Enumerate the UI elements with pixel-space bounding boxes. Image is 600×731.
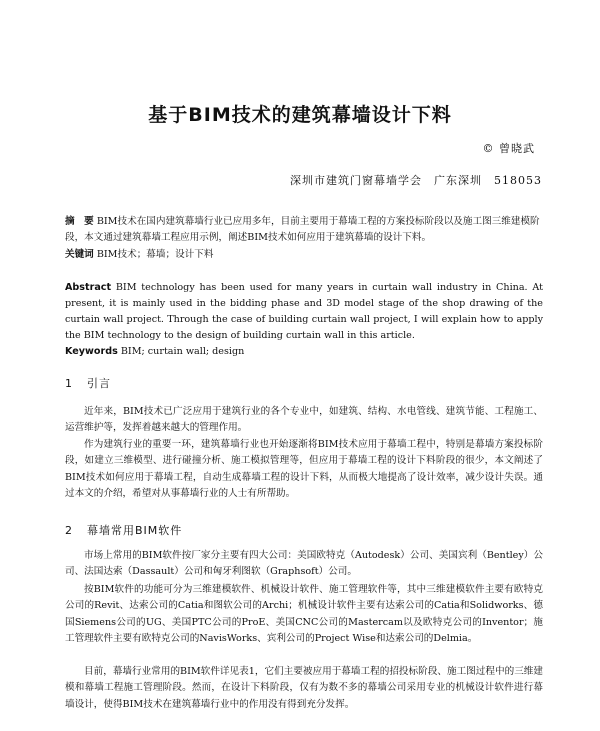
section-number: 2 bbox=[65, 524, 73, 537]
abstract-cn-text: BIM技术在国内建筑幕墙行业已应用多年，目前主要用于幕墙工程的方案投标阶段以及施工图三维建模阶段，本文通过建筑幕墙工程应用示例，阐述BIM技术如何应用于建筑幕墙的设计下料。 bbox=[65, 216, 540, 243]
keywords-en-text: BIM; curtain wall; design bbox=[120, 346, 245, 357]
keywords-en bbox=[65, 345, 543, 359]
keywords-cn-text: BIM技术；幕墙；设计下料 bbox=[96, 249, 214, 260]
section-title: 幕墙常用BIM软件 bbox=[87, 524, 183, 537]
section-heading-introduction bbox=[65, 375, 111, 391]
section-heading-bim-software bbox=[65, 522, 182, 538]
author-name: © 曾晓武 bbox=[482, 142, 535, 155]
abstract-cn bbox=[65, 214, 543, 246]
author-affiliation: 深圳市建筑门窗幕墙学会 广东深圳 518053 bbox=[290, 174, 542, 187]
keywords-en-label: Keywords bbox=[65, 346, 118, 357]
paragraph: 目前，幕墙行业常用的BIM软件详见表1，它们主要被应用于幕墙工程的招投标阶段、施工图过程中的三维建模和幕墙工程施工管理阶段。然而，在设计下料阶段，仅有为数不多的幕墙公司采用专业的机械设计软件进行幕墙设计，使得BIM技术在建筑幕墙行业中的作用没有得到充分发挥。 bbox=[65, 666, 543, 710]
paper-title: 基于BIM技术的建筑幕墙设计下料 bbox=[148, 104, 452, 126]
abstract-en-label: Abstract bbox=[65, 282, 112, 293]
paragraph: 近年来，BIM技术已广泛应用于建筑行业的各个专业中，如建筑、结构、水电管线、建筑节能、工程施工、运营维护等，发挥着越来越大的管理作用。 bbox=[65, 406, 543, 434]
keywords-cn bbox=[65, 248, 543, 262]
section-title: 引言 bbox=[87, 377, 111, 390]
section-number: 1 bbox=[65, 377, 73, 390]
abstract-en bbox=[65, 280, 543, 344]
paragraph: 作为建筑行业的重要一环，建筑幕墙行业也开始逐渐将BIM技术应用于幕墙工程中，特别是幕墙方案投标阶段，如建立三维模型、进行碰撞分析、施工模拟管理等，但应用于幕墙工程的设计下料阶段的很少，本文阐述了BIM技术如何应用于幕墙工程，自动生成幕墙工程的设计下料，从而极大地提高了设计效率，减少设计失误。通过本文的介绍，希望对从事幕墙行业的人士有所帮助。 bbox=[65, 439, 543, 500]
keywords-cn-label: 关键词 bbox=[65, 249, 94, 260]
abstract-en-text: BIM technology has been used for many years in curtain wall industry in China. At present, it is mainly used in the bidding phase and 3D model stage of the shop drawing of the curtain wall project. Through the case of building curtain wall project, I will explain how to apply the BIM technology to the design of building curtain wall in this article. bbox=[65, 282, 543, 341]
abstract-cn-label: 摘 要 bbox=[65, 216, 94, 227]
paragraph: 市场上常用的BIM软件按厂家分主要有四大公司：美国欧特克（Autodesk）公司、美国宾利（Bentley）公司、法国达索（Dassault）公司和匈牙利图软（Graphsoft）公司。 bbox=[65, 550, 543, 578]
paragraph: 按BIM软件的功能可分为三维建模软件、机械设计软件、施工管理软件等，其中三维建模软件主要有欧特克公司的Revit、达索公司的Catia和图软公司的Archi；机械设计软件主要有达索公司的Catia和Solidworks、德国Siemens公司的UG、美国PTC公司的ProE、美国CNC公司的Mastercam以及欧特克公司的Inventor；施工管理软件主要有欧特克公司的NavisWorks、宾利公司的Project Wise和达索公司的Delmia。 bbox=[65, 584, 543, 645]
